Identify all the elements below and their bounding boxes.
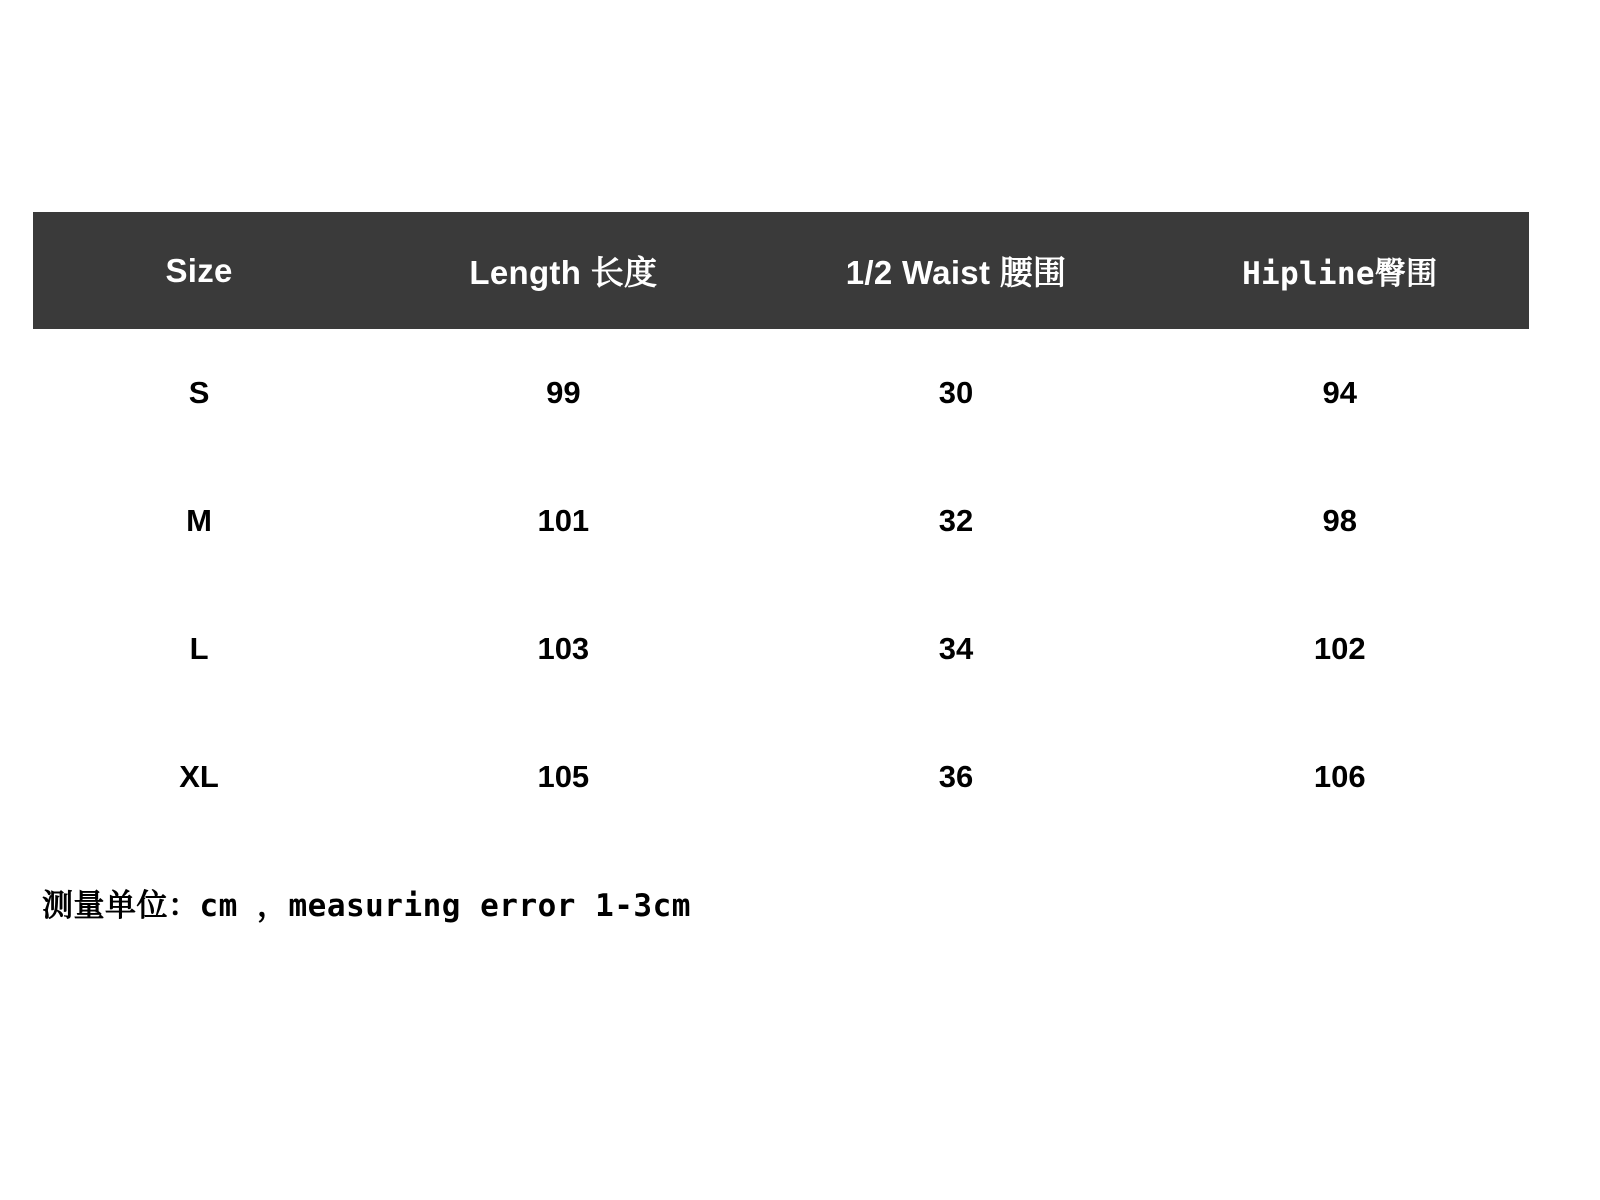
table-row bbox=[33, 329, 1529, 457]
column-header-size: Size bbox=[165, 251, 233, 289]
cell-length: 99 bbox=[546, 375, 581, 410]
cell-size: S bbox=[188, 375, 210, 410]
cell-hipline: 98 bbox=[1322, 503, 1357, 538]
column-header-length: Length 长度 bbox=[469, 254, 658, 291]
cell-size: L bbox=[189, 631, 209, 666]
cell-hipline: 102 bbox=[1313, 631, 1366, 666]
table-row bbox=[33, 713, 1529, 841]
cell-waist: 34 bbox=[938, 631, 974, 666]
cell-length: 103 bbox=[537, 631, 590, 666]
cell-length: 105 bbox=[537, 759, 590, 794]
column-header-waist: 1/2 Waist 腰围 bbox=[845, 254, 1067, 291]
cell-hipline: 106 bbox=[1313, 759, 1366, 794]
table-header-row bbox=[33, 212, 1529, 329]
cell-hipline: 94 bbox=[1322, 375, 1357, 410]
cell-size: M bbox=[186, 503, 212, 538]
column-header-hipline: Hipline臀围 bbox=[1242, 256, 1438, 292]
cell-length: 101 bbox=[537, 503, 590, 538]
measurement-note: 测量单位：cm ，measuring error 1-3cm bbox=[42, 888, 691, 924]
table-header bbox=[33, 212, 1529, 329]
table-row bbox=[33, 457, 1529, 585]
cell-waist: 30 bbox=[938, 375, 974, 410]
cell-waist: 32 bbox=[938, 503, 974, 538]
cell-size: XL bbox=[179, 759, 219, 794]
size-chart-table bbox=[33, 212, 1529, 841]
table-body bbox=[33, 329, 1529, 841]
table-row bbox=[33, 585, 1529, 713]
cell-waist: 36 bbox=[938, 759, 974, 794]
